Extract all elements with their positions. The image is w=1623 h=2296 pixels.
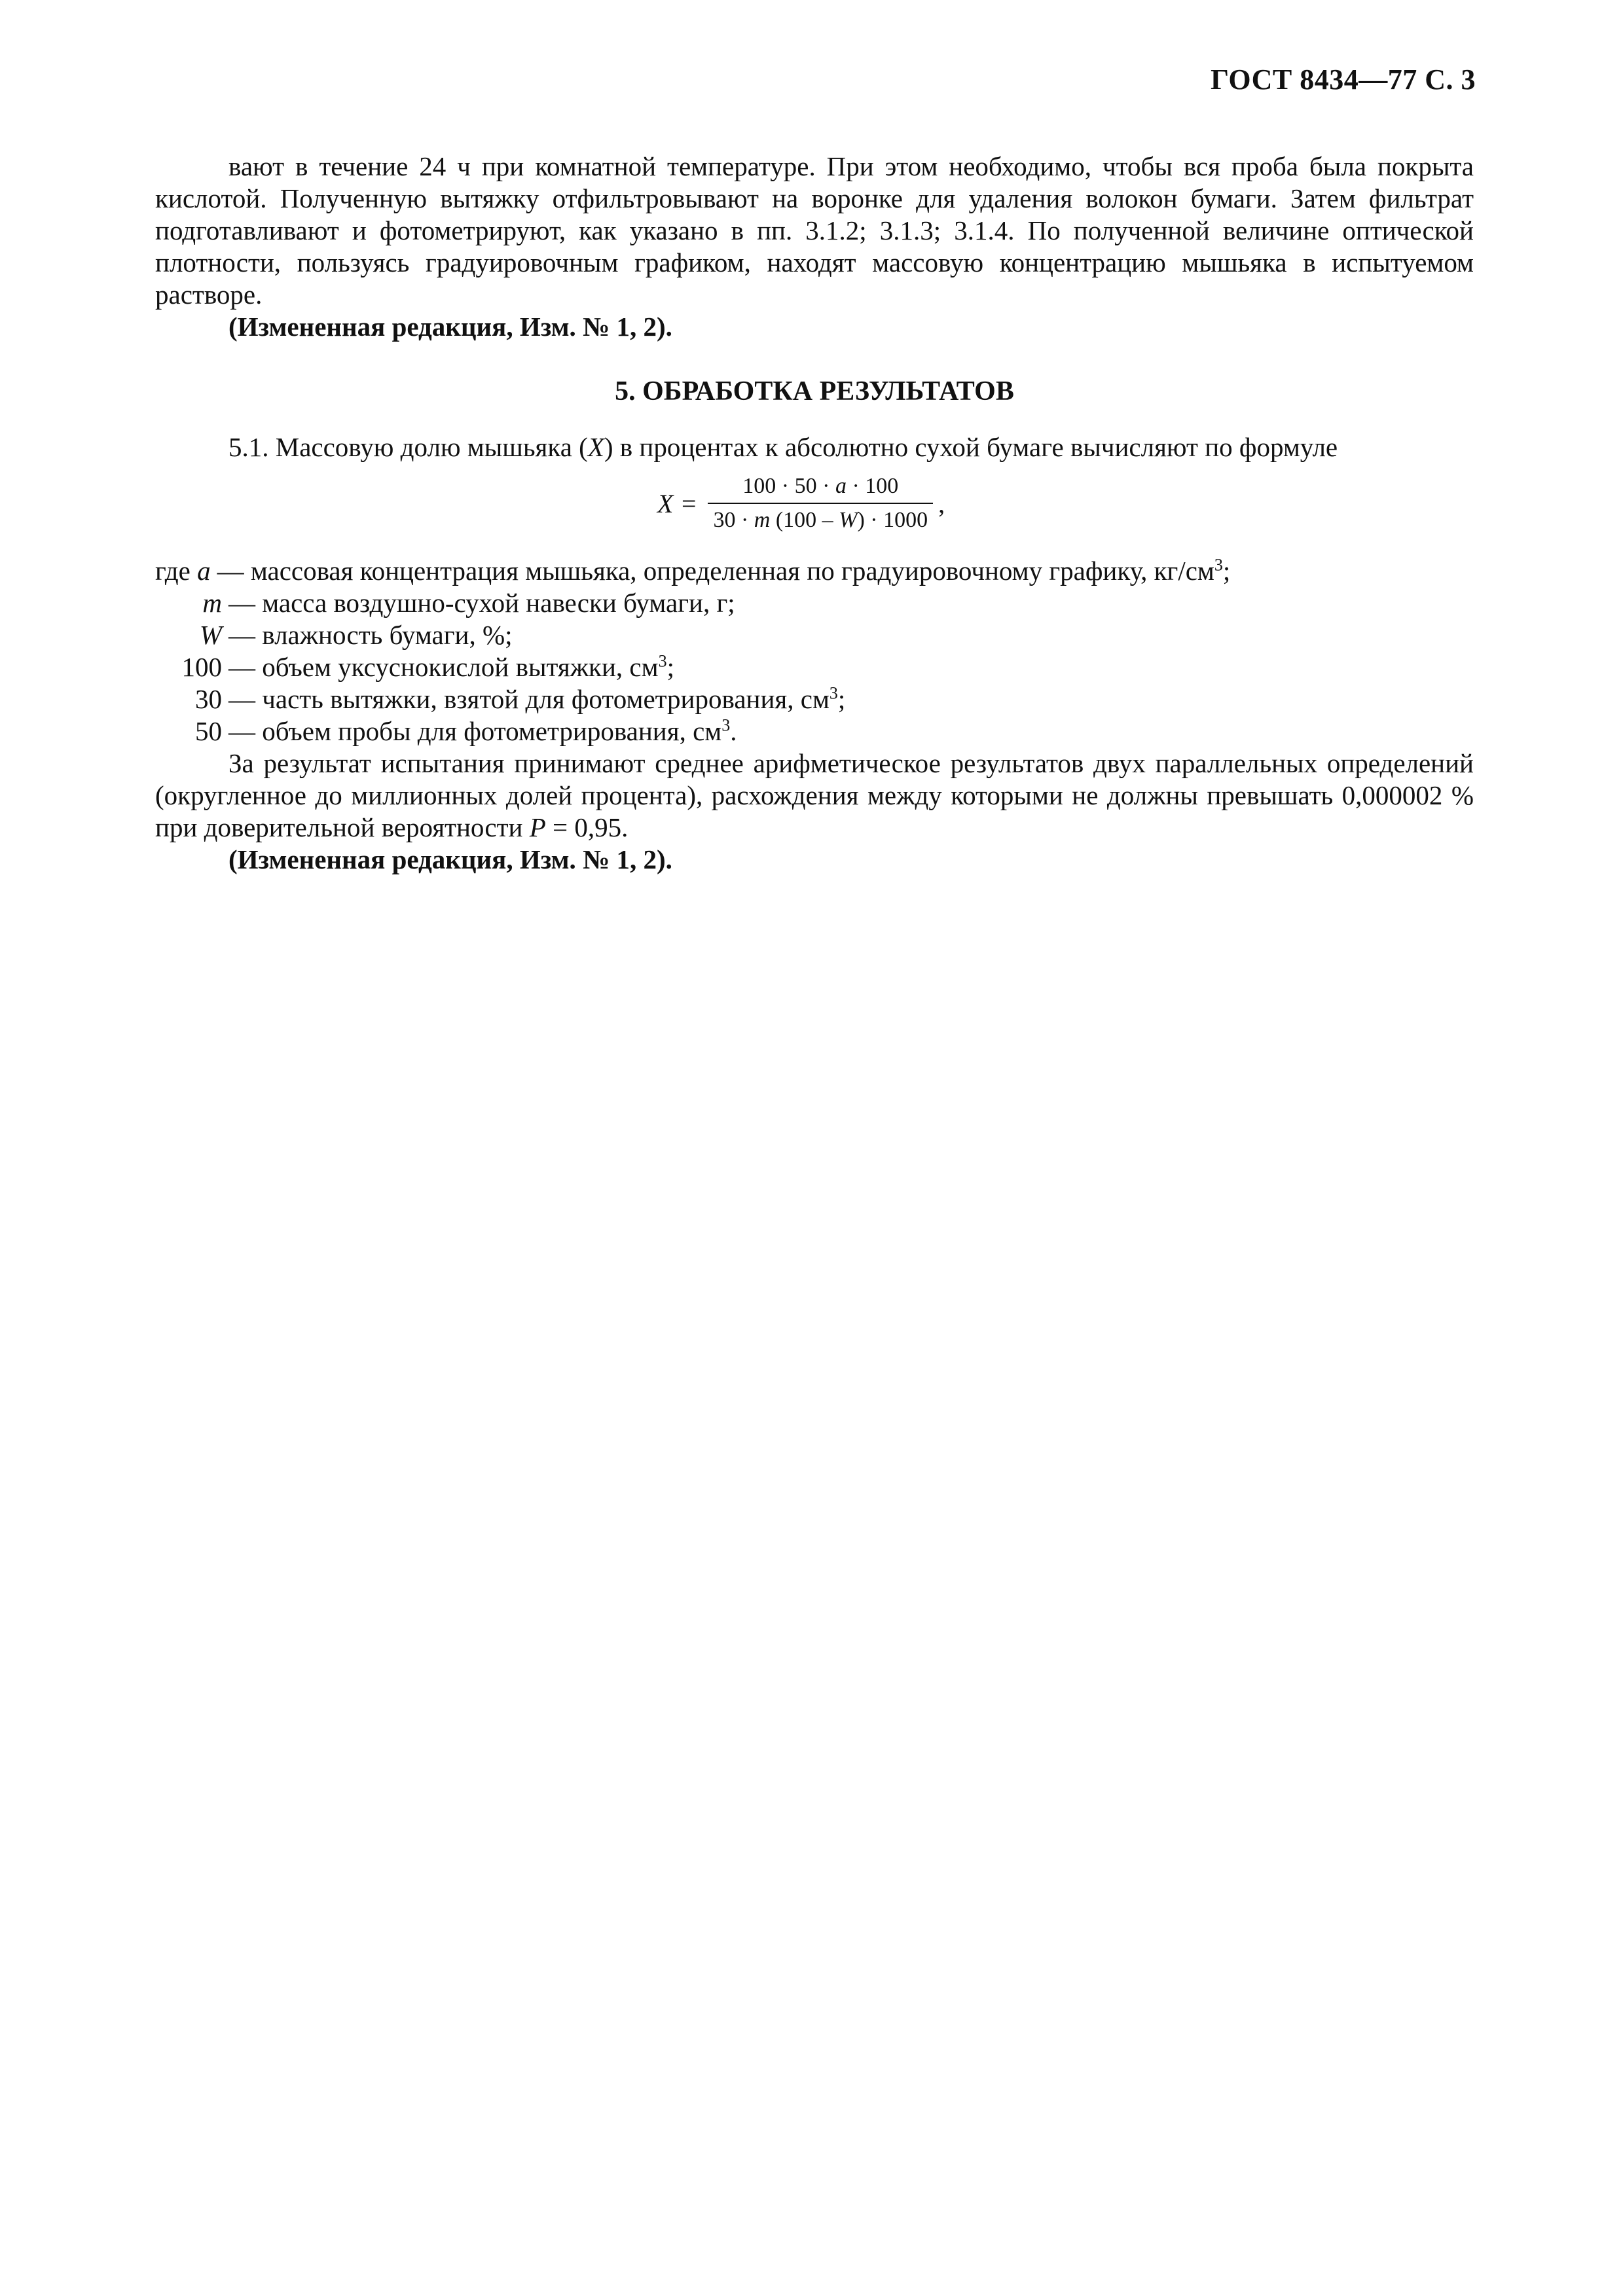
definition-sup: 3	[658, 651, 667, 671]
formula-fraction	[708, 473, 933, 534]
formula-lhs: X =	[657, 488, 698, 518]
definition-body: — часть вытяжки, взятой для фотометрирования, см	[228, 684, 830, 714]
definition-body: — объем уксуснокислой вытяжки, см	[228, 652, 659, 682]
result-text: = 0,95.	[545, 812, 629, 842]
definition-text	[228, 651, 674, 683]
result-var: P	[529, 812, 546, 842]
result-text: За результат испытания принимают среднее арифметическое результатов двух параллельных определений (округленное до миллионных долей процента), расхождения между которыми не должны превышать 0,000002 % при доверительной вероятности	[155, 748, 1474, 842]
definition-symbol: 50	[195, 716, 222, 746]
formula-denominator	[708, 503, 933, 534]
definition-text	[228, 683, 845, 715]
definition-end: ;	[1222, 556, 1231, 586]
definition-row	[155, 555, 1474, 587]
definition-text	[228, 715, 737, 747]
amendment-note: (Измененная редакция, Изм. № 1, 2).	[228, 844, 672, 874]
amendment-note: (Измененная редакция, Изм. № 1, 2).	[228, 312, 672, 342]
document-body	[155, 151, 1474, 876]
numerator-var: a	[835, 474, 847, 498]
section-title: 5. ОБРАБОТКА РЕЗУЛЬТАТОВ	[615, 376, 1014, 406]
page-header: ГОСТ 8434—77 С. 3	[1210, 63, 1476, 96]
definition-symbol: 30	[195, 684, 222, 714]
numerator-part: 100 · 50 ·	[742, 474, 835, 498]
intro-paragraph: вают в течение 24 ч при комнатной температуре. При этом необходимо, чтобы вся проба была покрыта кислотой. Полученную вытяжку отфильтровывают на воронке для удаления волокон бумаги. Затем фильтрат подготавливают и фотометрируют, как указано в пп. 3.1.2; 3.1.3; 3.1.4. По полученной величине оптической плотности, пользуясь градуировочным графиком, находят массовую концентрацию мышьяка в испытуемом растворе.	[155, 151, 1474, 310]
definition-row	[155, 587, 1474, 619]
denominator-var: W	[839, 508, 858, 532]
formula-expression	[657, 473, 945, 534]
clause-var: X	[587, 432, 604, 462]
definition-sup: 3	[721, 715, 731, 735]
clause-lead: 5.1. Массовую долю мышьяка (	[228, 432, 588, 462]
definition-symbol: W	[199, 620, 222, 650]
definition-text	[217, 555, 1231, 587]
definition-sup: 3	[829, 683, 838, 703]
result-paragraph	[155, 747, 1474, 844]
definition-symbol: m	[202, 588, 222, 618]
definition-sup: 3	[1214, 555, 1223, 575]
definition-body: — объем пробы для фотометрирования, см	[228, 716, 722, 746]
formula-comma: ,	[938, 488, 945, 518]
definition-end: ;	[666, 652, 674, 682]
definition-text: — влажность бумаги, %;	[228, 620, 513, 650]
definition-text: — масса воздушно-сухой навески бумаги, г;	[228, 588, 735, 618]
definition-row	[155, 683, 1474, 715]
denominator-part: 30 ·	[713, 508, 754, 532]
definitions-list	[155, 555, 1474, 747]
clause-tail: ) в процентах к абсолютно сухой бумаге вычисляют по формуле	[604, 432, 1338, 462]
formula-numerator	[737, 473, 903, 503]
definition-symbol: 100	[181, 652, 222, 682]
definition-var: a	[197, 556, 211, 586]
denominator-part: (100 –	[770, 508, 839, 532]
formula	[155, 473, 1474, 545]
definition-end: ;	[837, 684, 846, 714]
definition-row	[155, 619, 1474, 651]
denominator-var: m	[754, 508, 771, 532]
definition-row	[155, 715, 1474, 747]
definition-body: — массовая концентрация мышьяка, определенная по градуировочному графику, кг/см	[217, 556, 1214, 586]
numerator-part: · 100	[846, 474, 899, 498]
clause-5-1	[155, 431, 1474, 463]
definition-prefix: где	[155, 556, 198, 586]
definition-end: .	[730, 716, 737, 746]
definition-row	[155, 651, 1474, 683]
definition-symbol	[155, 555, 211, 587]
denominator-part: ) · 1000	[857, 508, 928, 532]
